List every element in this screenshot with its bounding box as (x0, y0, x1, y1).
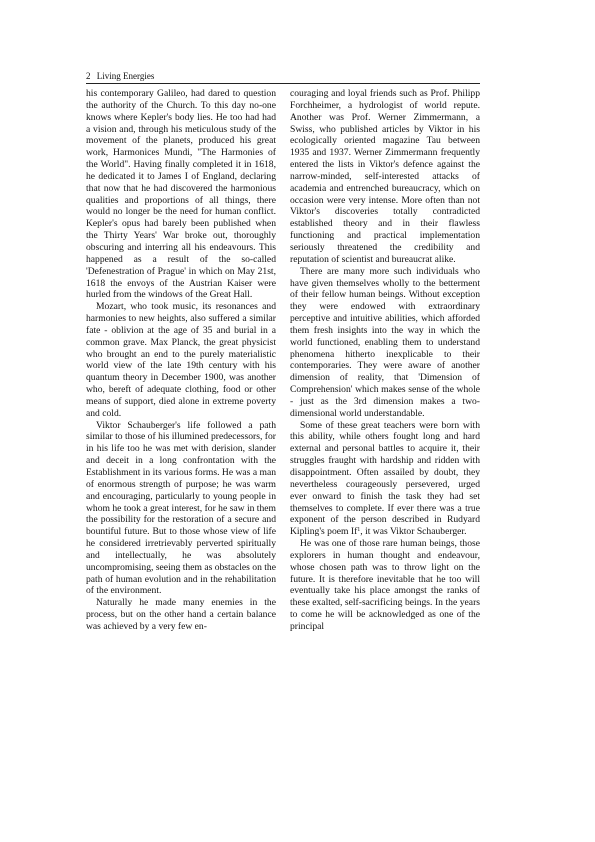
paragraph: Viktor Schauberger's life followed a path similar to those of his illumined predecessors, for in his life too he was met with derision, slander and deceit in a long confrontation with the Establishment in its various forms. He was a man of enormous strength of purpose; he was warm and encouraging, particularly to young people in whom he took a great interest, for he saw in them the possibility for the restoration of a secure and bountiful future. But to those whose view of life he considered irretrievably perverted spiritually and intellectually, he was absolutely uncompromising, seeing them as obstacles on the path of human evolution and in the rehabilitation of the environment. (86, 419, 276, 597)
paragraph: There are many more such individuals who have given themselves wholly to the betterment of their fellow human beings. Without exception they were endowed with extraordinary perceptive and intuitive abilities, which afforded them fresh insights into the way in which the world functioned, enabling them to understand phenomena hitherto inexplicable to their contemporaries. They were aware of another dimension of reality, that 'Dimension of Comprehension' which makes sense of the whole - just as the 3rd dimension makes a two-dimensional world understandable. (290, 265, 480, 419)
left-column (86, 88, 276, 633)
running-title: Living Energies (96, 71, 155, 81)
paragraph (290, 420, 480, 538)
paragraph-text: Some of these great teachers were born with this ability, while others fought long and hard external and personal battles to acquire it, their struggles fraught with hardship and ridden with disappointment. Often assailed by doubt, they nevertheless courageously persevered, urged ever onward to finish the task they had set themselves to complete. If ever there was a true exponent of the person described in Rudyard Kipling's poem If (290, 419, 480, 538)
running-header (86, 71, 480, 82)
paragraph: He was one of those rare human beings, those explorers in human thought and endeavour, whose chosen path was to throw light on the future. It is therefore inevitable that he too will eventually take his place amongst the ranks of these exalted, self-sacrificing beings. In the years to come he will be acknowledged as one of the principal (290, 538, 480, 632)
page-number: 2 (86, 71, 91, 81)
paragraph: couraging and loyal friends such as Prof. Philipp Forchheimer, a hydrologist of world repute. Another was Prof. Werner Zimmermann, a Swiss, who published articles by Viktor in his ecologically oriented magazine Tau between 1935 and 1937. Werner Zimmermann frequently entered the lists in Viktor's defence against the narrow-minded, self-interested attacks of academia and entrenched bureaucracy, which on occasion were very intense. More often than not Viktor's discoveries totally contradicted established theory and in their flawless functioning and practical implementation seriously threatened the credibility and reputation of scientist and bureaucrat alike. (290, 88, 480, 265)
header-rule (86, 83, 480, 84)
footnote-mark[interactable]: 1 (357, 527, 361, 534)
paragraph: his contemporary Galileo, had dared to question the authority of the Church. To this day no-one knows where Kepler's body lies. He too had had a vision and, through his meticulous study of the movement of the planets, produced his great work, Harmonices Mundi, "The Harmonies of the World". Having finally completed it in 1618, he dedicated it to James I of England, declaring that now that he had discovered the harmonious qualities and proportions of all things, there would no longer be the need for human conflict. Kepler's opus had barely been published when the Thirty Years' War broke out, thoroughly obscuring and interring all his endeavours. This happened as a result of the so-called 'Defenestration of Prague' in which on May 21st, 1618 the envoys of the Austrian Kaiser were hurled from the windows of the Great Hall. (86, 88, 276, 301)
paragraph: Mozart, who took music, its resonances and harmonies to new heights, also suffered a similar fate - oblivion at the age of 35 and burial in a common grave. Max Planck, the great physicist who brought an end to the purely materialistic world view of the late 19th century with his quantum theory in December 1900, was another who, bereft of adequate clothing, food or other means of support, died alone in extreme poverty and cold. (86, 301, 276, 419)
paragraph-text: , it was Viktor Schauberger. (360, 526, 467, 538)
right-column (290, 88, 480, 633)
paragraph: Naturally he made many enemies in the process, but on the other hand a certain balance was achieved by a very few en- (86, 597, 276, 632)
